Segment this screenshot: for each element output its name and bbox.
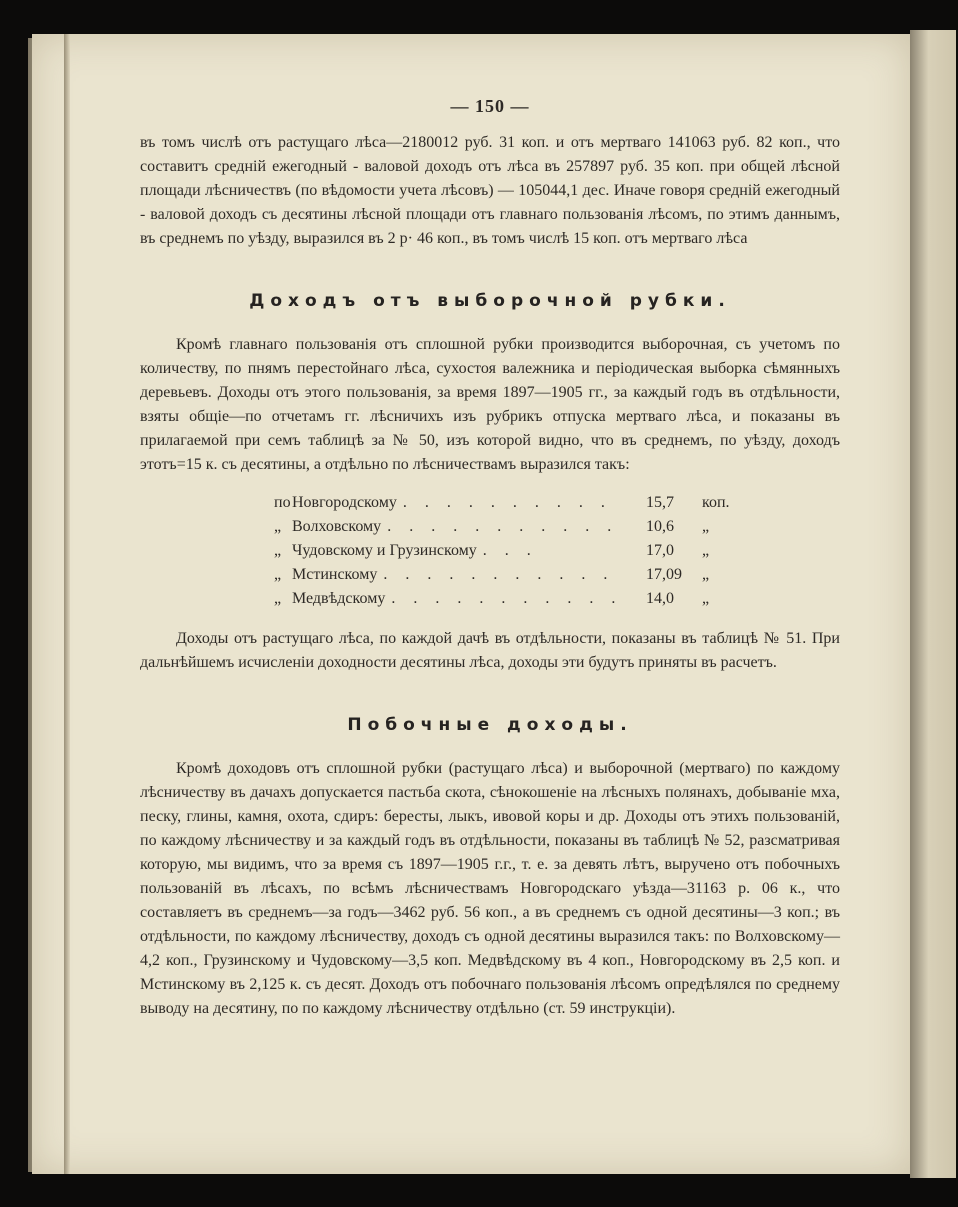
- page-number: — 150 —: [450, 96, 530, 116]
- section-heading-selective-cutting: Доходъ отъ выборочной рубки.: [249, 291, 731, 311]
- intro-paragraph: въ томъ числѣ отъ растущаго лѣса—2180012 руб. 31 коп. и отъ мертваго 141063 руб. 82 коп., что составитъ средній ежегодный - валовой доходъ отъ лѣса въ 257897 руб. 35 коп. при общей лѣсной площади лѣсничествъ (по вѣдомости учета лѣсовъ) — 105044,1 дес. Иначе говоря средній ежегодный - валовой доходъ съ десятины лѣсной площади отъ главнаго пользованія лѣсомъ, по этимъ даннымъ, въ среднемъ по уѣзду, выразился въ 2 р· 46 коп., въ томъ числѣ 15 коп. отъ мертваго лѣса: [140, 134, 840, 247]
- side-income-paragraph: Кромѣ доходовъ отъ сплошной рубки (растущаго лѣса) и выборочной (мертваго) по каждому лѣсничеству въ дачахъ допускается пастьба скота, сѣнокошеніе на лѣсныхъ полянахъ, добываніе мха, песку, глины, камня, охота, сдиръ: бересты, лыкъ, ивовой коры и др. Доходы отъ этихъ пользованій, по каждому лѣсничеству и за каждый годъ въ отдѣльности, показаны въ таблицѣ № 52, разсматривая которую, мы видимъ, что за время съ 1897—1905 г.г., т. е. за девять лѣтъ, выручено отъ побочныхъ пользованій въ лѣсахъ, по всѣмъ лѣсничествамъ Новгородскаго уѣзда—31163 р. 06 к., что составляетъ въ среднемъ—за годъ—3462 руб. 56 коп., а въ среднемъ съ одной десятины—3 коп.; въ отдѣльности, по каждому лѣсничеству, доходъ съ одной десятины выразился такъ: по Волховскому—4,2 коп., Грузинскому и Чудовскому—3,5 коп. Медвѣдскому въ 4 коп., Новгородскому въ 2,5 коп. и Мстинскому въ 2,125 к. съ десят. Доходъ отъ побочнаго пользованія лѣсомъ опредѣлялся по среднему выводу на десятину, по по каждому лѣсничеству отдѣльно (ст. 59 инструкціи).: [140, 760, 840, 1017]
- income-value: 15,7: [646, 494, 674, 511]
- table-row: [274, 515, 744, 539]
- forestry-name: Волховскому: [292, 518, 382, 535]
- table-row: [274, 587, 744, 611]
- forestry-name: Медвѣдскому: [292, 590, 386, 607]
- row-prefix: „: [274, 566, 282, 583]
- forestry-name: Новгородскому: [292, 494, 397, 511]
- row-prefix: „: [274, 590, 282, 607]
- leader-dots: . . . . . . . . . . .: [387, 518, 619, 535]
- income-value: 14,0: [646, 590, 674, 607]
- next-page-edge: [910, 30, 956, 1178]
- leader-dots: . . . . . . . . . . .: [391, 590, 623, 607]
- income-unit: „: [702, 566, 710, 583]
- income-unit: „: [702, 518, 710, 535]
- leader-dots: . . . . . . . . . .: [402, 494, 612, 511]
- income-value: 17,09: [646, 566, 682, 583]
- forestry-name: Чудовскому и Грузинскому: [292, 542, 477, 559]
- table-row: [274, 491, 744, 515]
- forestry-income-table: [274, 491, 744, 611]
- page-content: [140, 96, 840, 1021]
- page-gutter: [64, 34, 70, 1174]
- row-prefix: по: [274, 494, 291, 511]
- table-row: [274, 563, 744, 587]
- income-value: 10,6: [646, 518, 674, 535]
- section-heading-side-income: Побочные доходы.: [347, 715, 633, 735]
- growing-forest-paragraph: Доходы отъ растущаго лѣса, по каждой дачѣ въ отдѣльности, показаны въ таблицѣ № 51. При дальнѣйшемъ исчисленіи доходности десятины лѣса, доходы эти будутъ приняты въ расчетъ.: [140, 630, 840, 671]
- row-prefix: „: [274, 518, 282, 535]
- forestry-name: Мстинскому: [292, 566, 378, 583]
- income-unit: „: [702, 590, 710, 607]
- income-value: 17,0: [646, 542, 674, 559]
- row-prefix: „: [274, 542, 282, 559]
- leader-dots: . . . . . . . . . . .: [383, 566, 615, 583]
- table-row: [274, 539, 744, 563]
- leader-dots: . . .: [482, 542, 538, 559]
- selective-cutting-paragraph: Кромѣ главнаго пользованія отъ сплошной рубки производится выборочная, съ учетомъ по количеству, по пнямъ перестойнаго лѣса, сухостоя валежника и періодическая выборка сѣмянныхъ деревьевъ. Доходы отъ этого пользованія, за время 1897—1905 гг., за каждый годъ въ отдѣльности, взяты общіе—по отчетамъ гг. лѣсничихъ изъ рубрикъ отпуска мертваго лѣса, и показаны въ прилагаемой при семъ таблицѣ за № 50, изъ которой видно, что въ среднемъ, по уѣзду, доходъ этотъ=15 к. съ десятины, а отдѣльно по лѣсничествамъ выразился такъ:: [140, 336, 840, 473]
- income-unit: „: [702, 542, 710, 559]
- income-unit: коп.: [702, 494, 730, 511]
